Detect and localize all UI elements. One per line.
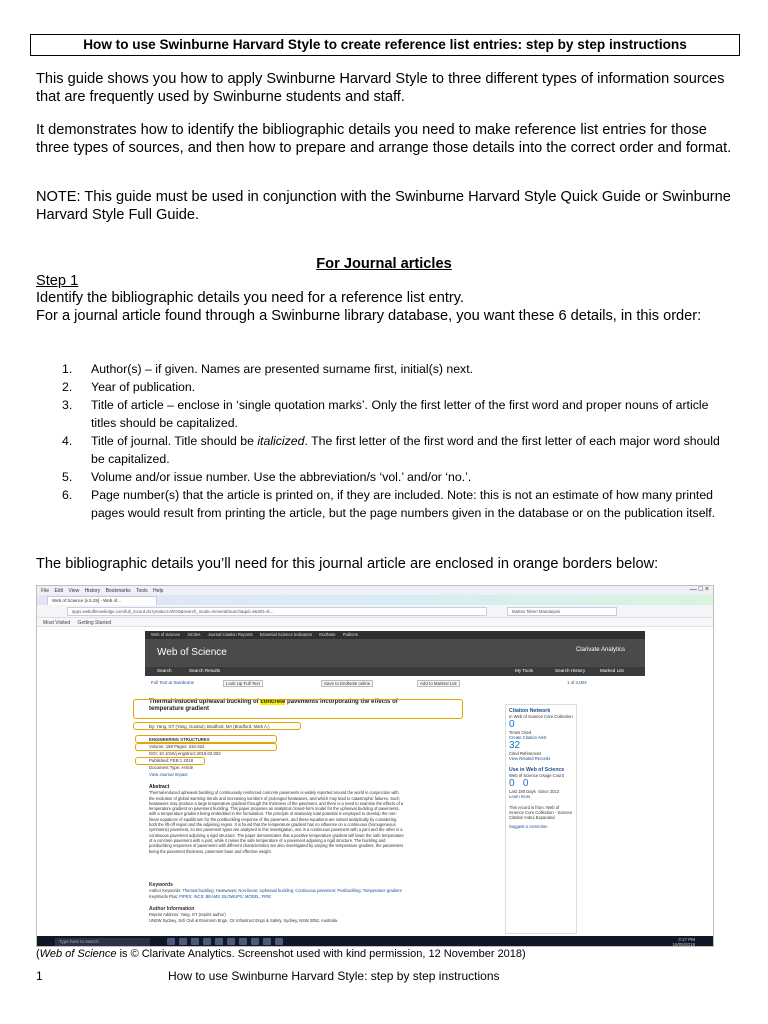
orange-border-authors: [133, 722, 301, 730]
nav-esi[interactable]: Essential Science Indicators: [259, 632, 313, 637]
orange-border-title: [133, 699, 463, 719]
article-title: Thermal-induced upheaval buckling of concrete pavements incorporating the effects of temperature gradient: [149, 699, 398, 712]
abstract-heading: Abstract: [149, 784, 170, 790]
wos-subnav: [145, 667, 645, 676]
purpose-paragraph: It demonstrates how to identify the bibliographic details you need to make reference list entries for those three types of sources, and then how to prepare and arrange those details into the correct order and format.: [36, 122, 732, 156]
step-label: Step 1: [36, 273, 79, 289]
record-toolbar: [147, 679, 647, 689]
keywords: Keywords Author Keywords: Thermal buckling; Heatwaves; Non-linear; Upheaval buckling; Continuous pavement; Postbuckling; Temperature gradient KeyWords Plus: PIPES; INCS; BEAMS; BLOWUPS; MODEL; FIRE: [149, 882, 402, 899]
view-related-records-link[interactable]: View Related Records: [509, 756, 551, 761]
window-controls-icon[interactable]: — □ ×: [689, 586, 709, 593]
document-type: Document Type: Article: [149, 765, 194, 770]
list-item: 5. Volume and/or issue number. Use the abbreviation/s ‘vol.’ and/or ‘no.’.: [62, 470, 472, 484]
volume-pages: Volume: 158 Pages: 316-324: [149, 744, 205, 749]
browser-tabbar: [37, 595, 714, 605]
wos-brand[interactable]: Web of Science: [157, 647, 227, 658]
suggest-correction-link[interactable]: Suggest a correction: [509, 824, 548, 829]
record-source: This record is from: Web of Science Core Collection - Science Citation Index Expanded: [509, 805, 573, 820]
taskbar-clock: 3:17 PM 16/05/2018: [672, 937, 695, 947]
taskbar-search-input[interactable]: Type here to search: [55, 938, 150, 946]
affiliation: UNSW Sydney, Sch Civil & Environm Engn, Ctr Infrastruct Engn & Safety, Sydney, NSW 2052, Australia.: [149, 917, 339, 923]
wos-top-nav: [145, 631, 645, 639]
journal-name: ENGINEERING STRUCTURES: [149, 737, 210, 742]
wos-header: [145, 639, 645, 667]
bookmark-most-visited[interactable]: Most Visited: [43, 620, 71, 626]
step-line-2: For a journal article found through a Swinburne library database, you want these 6 details, in this order:: [36, 307, 702, 324]
taskbar-apps-icon[interactable]: [167, 938, 287, 946]
pager: 1 of 4,003: [567, 680, 587, 685]
nav-publons[interactable]: Publons: [342, 632, 358, 637]
subnav-search[interactable]: Search: [157, 668, 172, 673]
author-information: [149, 906, 404, 923]
create-citation-alert-link[interactable]: Create Citation Alert: [509, 735, 547, 740]
menu-help[interactable]: Help: [153, 588, 164, 594]
step-line-1: Identify the bibliographic details you need for a reference list entry.: [36, 290, 465, 306]
subnav-my-tools[interactable]: My Tools: [515, 668, 534, 673]
document-title: How to use Swinburne Harvard Style to create reference list entries: step by step instructions: [30, 34, 740, 56]
orange-border-year: [135, 757, 205, 765]
list-item: 2. Year of publication.: [62, 380, 196, 394]
add-marked-list-button[interactable]: Add to Marked List: [417, 680, 460, 687]
nav-web-of-science[interactable]: Web of Science: [151, 632, 181, 637]
nav-endnote[interactable]: EndNote: [319, 632, 336, 637]
clarivate-logo: Clarivate Analytics: [575, 647, 625, 653]
note-paragraph: NOTE: This guide must be used in conjunction with the Swinburne Harvard Style Quick Guide or Swinburne Harvard Style Full Guide.: [36, 189, 731, 223]
menu-view[interactable]: View: [68, 588, 80, 594]
authors-line: By: Yang, GT (Yang, Guotao); Bradford, MA (Bradford, Mark A.): [149, 724, 270, 729]
list-item: 6. Page number(s) that the article is printed on, if they are included. Note: this is not an estimate of how many printed pages would result from printing the article, but the page numbers given in the database or on the publication itself.: [62, 488, 716, 520]
times-cited-count[interactable]: 0: [509, 719, 515, 730]
menu-bookmarks[interactable]: Bookmarks: [105, 588, 131, 594]
menu-history[interactable]: History: [84, 588, 101, 594]
abstract: [149, 784, 404, 854]
screenshot-intro: The bibliographic details you’ll need for this journal article are enclosed in orange borders below:: [36, 556, 659, 572]
keywords-heading: Keywords: [149, 882, 173, 888]
list-item: 3. Title of article – enclose in ‘single quotation marks’. Only the first letter of the first word and proper nouns of article titles should be capitalized.: [62, 398, 709, 430]
section-heading: For Journal articles: [316, 256, 452, 272]
menu-tools[interactable]: Tools: [135, 588, 148, 594]
intro-paragraph: This guide shows you how to apply Swinburne Harvard Style to three different types of information sources that are frequently used by Swinburne students and staff.: [36, 71, 725, 105]
view-journal-impact-link[interactable]: View Journal Impact: [149, 772, 188, 777]
screenshot-caption: (Web of Science is © Clarivate Analytics. Screenshot used with kind permission, 12 November 2018): [36, 948, 526, 960]
url-input[interactable]: apps.webofknowledge.com/full_record.do?product=WOS&search_mode=GeneralSearch&qid=4&SID=E...: [67, 607, 487, 616]
footer-text: How to use Swinburne Harvard Style: step by step instructions: [168, 969, 500, 983]
page-number: 1: [36, 969, 43, 983]
browser-search-input[interactable]: Mahsa Taheri Mandarjani: [507, 607, 617, 616]
citation-sidebar: Citation Network In Web of Science Core Collection 0 Times Cited Create Citation Alert 32 Cited References View Related Records Use in Web of Science Web of Science Usage Count 0 0 Last 180 Days Since 2013 Learn more This record is from: Web of Science Core Collection - Science Citation Index Expanded Suggest a correction: [505, 704, 577, 934]
windows-taskbar: [37, 936, 714, 947]
learn-more-link[interactable]: Learn more: [509, 794, 531, 799]
full-text-link[interactable]: Full Text at Swinburne: [151, 680, 195, 685]
citation-network-heading: Citation Network: [509, 708, 551, 714]
bookmarks-bar: [37, 618, 714, 627]
usage-count-values: 0 0: [509, 778, 529, 789]
address-bar: [37, 605, 714, 618]
details-list: [62, 360, 722, 522]
subnav-search-history[interactable]: Search History: [555, 668, 586, 673]
nav-jcr[interactable]: Journal Citation Reports: [207, 632, 253, 637]
menu-edit[interactable]: Edit: [54, 588, 64, 594]
use-in-wos-heading: Use in Web of Science: [509, 767, 565, 773]
menu-file[interactable]: File: [41, 588, 50, 594]
bookmark-getting-started[interactable]: Getting Started: [77, 620, 112, 626]
web-of-science-screenshot: [36, 585, 714, 947]
cited-references-count[interactable]: 32: [509, 740, 521, 751]
orange-border-volume: [135, 743, 277, 751]
abstract-text: Thermal-induced upheaval buckling of continuously reinforced concrete pavements is widely reported around the world in conjunction with the evolution of global warming trends and increasing numbers of prolonged heatwaves, and which may lead to catastrophic failures. Such heatwaves may produce a large temperature gradient through the thickness of the pavement, and there is a need to examine the effects of a temperature gradient on pavement buckling. This paper proposes an analytical closed-form model for the upheaval buckling of pavements, with a temperature gradient being embedded in the formulation. The principle of stationary total potential is employed to develop the non-linear equations of equilibrium for the postbuckling response of the pavement, and these equations are solved analytically by considering both the lift-off region and the adjoining region. It is found that the temperature gradient has no influence on a continuous (homogeneous symmetric) pavement, so two pavement types are analysed in this investigation, one is a continuous pavement with a joint and the other is a continuous pavement adjoining a rigid structure. The paper demonstrates that a positive temperature gradient will lower the safe temperature of a concrete pavement with a joint, while it raises the safe temperature of a pavement adjoining a rigid structure. The buckling and postbuckling responses of pavements with different characteristics are also investigated by varying the temperature gradient, the parameters being the pavement thickness, pavement base and effective weight.: [149, 790, 404, 854]
reprint-address: Reprint Address: Yang, GT (reprint author): [149, 912, 226, 918]
browser-tab[interactable]: Web of Science [v.5.29] - Web of...: [47, 596, 157, 605]
browser-menubar: [37, 586, 714, 595]
author-info-heading: Author Information: [149, 906, 195, 912]
nav-incites[interactable]: InCites: [187, 632, 201, 637]
lookup-full-text-button[interactable]: Look Up Full Text: [223, 680, 263, 687]
save-endnote-select[interactable]: Save to EndNote online: [321, 680, 373, 687]
doi-line: DOI: 10.1016/j.engstruct.2018.02.002: [149, 751, 221, 756]
subnav-search-results[interactable]: Search Results: [189, 668, 221, 673]
published-date: Published: FEB 1 2018: [149, 758, 193, 763]
step-text: [36, 290, 736, 325]
list-item: 1. Author(s) – if given. Names are presented surname first, initial(s) next.: [62, 362, 474, 376]
subnav-marked-list[interactable]: Marked List: [600, 668, 624, 673]
list-item: 4. Title of journal. Title should be italicized. The first letter of the first word and the first letter of each major word should be capitalized.: [62, 434, 720, 466]
orange-border-journal: [135, 735, 277, 743]
